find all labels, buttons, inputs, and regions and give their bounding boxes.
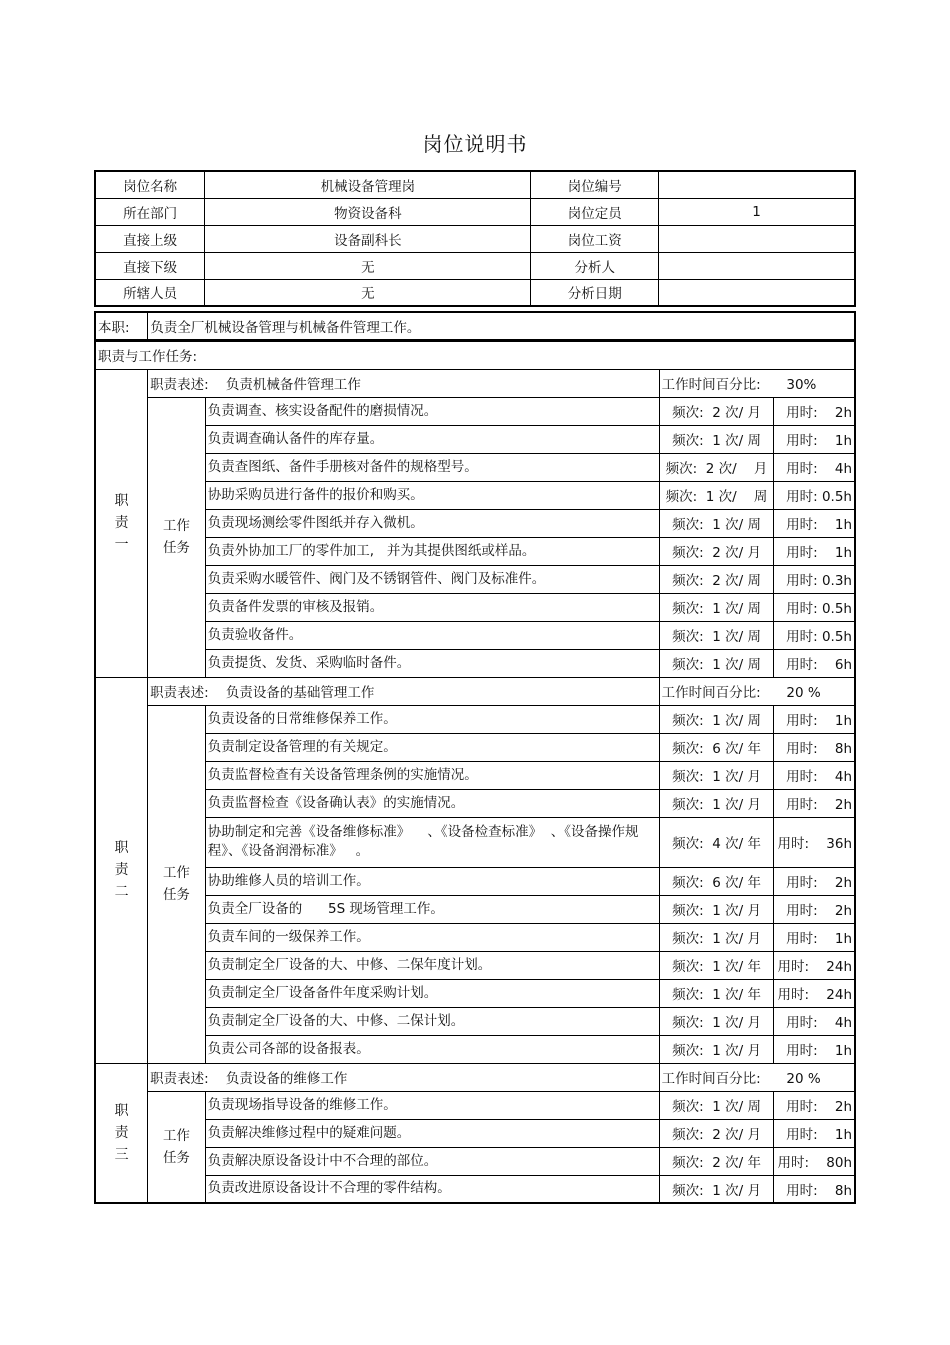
work-task-label: 工作 任务 (148, 397, 206, 677)
task-time: 用时: 1h (774, 425, 855, 453)
task-time: 用时: 8h (774, 733, 855, 761)
info-label: 分析人 (531, 252, 659, 279)
task-text: 负责设备的日常维修保养工作。 (205, 705, 659, 733)
task-text: 负责改进原设备设计不合理的零件结构。 (205, 1175, 659, 1203)
task-time: 用时: 0.5h (774, 481, 855, 509)
info-row (95, 279, 855, 306)
duty-desc-row (95, 1063, 855, 1091)
basic-info-table (94, 170, 856, 307)
task-row (95, 1091, 855, 1119)
task-frequency: 频次: 1 次/ 月 (659, 923, 774, 951)
task-text: 负责制定设备管理的有关规定。 (205, 733, 659, 761)
task-frequency: 频次: 1 次/ 年 (659, 979, 774, 1007)
info-value: 物资设备科 (205, 198, 531, 225)
task-row (95, 537, 855, 565)
task-row (95, 923, 855, 951)
task-text: 负责现场指导设备的维修工作。 (205, 1091, 659, 1119)
work-task-label: 工作 任务 (148, 1091, 206, 1203)
info-value: 1 (659, 198, 855, 225)
task-time: 用时: 0.5h (774, 621, 855, 649)
info-row (95, 171, 855, 198)
task-text: 协助维修人员的培训工作。 (205, 867, 659, 895)
info-label: 岗位编号 (531, 171, 659, 198)
task-text: 负责提货、发货、采购临时备件。 (205, 649, 659, 677)
info-label: 所在部门 (95, 198, 205, 225)
task-row (95, 761, 855, 789)
duty-desc-row (95, 369, 855, 397)
info-value (659, 225, 855, 252)
task-row (95, 951, 855, 979)
duty-description: 职责表述: 负责设备的基础管理工作 (148, 677, 659, 705)
task-frequency: 频次: 1 次/ 周 (659, 481, 774, 509)
task-text: 负责验收备件。 (205, 621, 659, 649)
task-text: 负责监督检查有关设备管理条例的实施情况。 (205, 761, 659, 789)
task-text: 负责采购水暖管件、阀门及不锈钢管件、阀门及标准件。 (205, 565, 659, 593)
task-text: 负责车间的一级保养工作。 (205, 923, 659, 951)
info-value: 无 (205, 279, 531, 306)
task-row (95, 593, 855, 621)
duty-time-percentage: 工作时间百分比: 20 % (659, 677, 855, 705)
duty-desc-row (95, 677, 855, 705)
task-row (95, 1175, 855, 1203)
task-row (95, 509, 855, 537)
task-text: 负责制定全厂设备的大、中修、二保年度计划。 (205, 951, 659, 979)
task-text: 负责解决原设备设计中不合理的部位。 (205, 1147, 659, 1175)
core-duty-label: 本职: (95, 312, 148, 340)
task-time: 用时: 4h (774, 761, 855, 789)
task-time: 用时: 0.5h (774, 593, 855, 621)
task-time: 用时: 2h (774, 789, 855, 817)
info-label: 直接上级 (95, 225, 205, 252)
task-time: 用时: 1h (774, 923, 855, 951)
task-frequency: 频次: 2 次/ 年 (659, 1147, 774, 1175)
task-row (95, 733, 855, 761)
task-frequency: 频次: 1 次/ 月 (659, 1007, 774, 1035)
task-time: 用时: 1h (774, 509, 855, 537)
task-frequency: 频次: 1 次/ 月 (659, 895, 774, 923)
info-row (95, 252, 855, 279)
task-row (95, 649, 855, 677)
info-label: 岗位定员 (531, 198, 659, 225)
task-frequency: 频次: 1 次/ 周 (659, 621, 774, 649)
task-row (95, 817, 855, 867)
task-time: 用时: 4h (774, 453, 855, 481)
task-time: 用时: 6h (774, 649, 855, 677)
task-time: 用时: 24h (774, 951, 855, 979)
task-frequency: 频次: 2 次/ 月 (659, 397, 774, 425)
core-duty-table (94, 311, 856, 341)
info-label: 所辖人员 (95, 279, 205, 306)
task-time: 用时: 2h (774, 895, 855, 923)
task-frequency: 频次: 1 次/ 周 (659, 705, 774, 733)
task-frequency: 频次: 1 次/ 周 (659, 593, 774, 621)
task-frequency: 频次: 2 次/ 月 (659, 537, 774, 565)
info-label: 岗位名称 (95, 171, 205, 198)
task-text: 负责监督检查《设备确认表》的实施情况。 (205, 789, 659, 817)
task-row (95, 1147, 855, 1175)
task-row (95, 1119, 855, 1147)
task-frequency: 频次: 1 次/ 周 (659, 649, 774, 677)
core-duty-text: 负责全厂机械设备管理与机械备件管理工作。 (148, 312, 855, 340)
task-time: 用时: 1h (774, 1035, 855, 1063)
duty-time-percentage: 工作时间百分比: 20 % (659, 1063, 855, 1091)
task-time: 用时: 8h (774, 1175, 855, 1203)
duty-time-percentage: 工作时间百分比: 30% (659, 369, 855, 397)
task-time: 用时: 80h (774, 1147, 855, 1175)
task-text: 负责备件发票的审核及报销。 (205, 593, 659, 621)
duty-description: 职责表述: 负责设备的维修工作 (148, 1063, 659, 1091)
task-text: 协助采购员进行备件的报价和购买。 (205, 481, 659, 509)
duties-header: 职责与工作任务: (95, 341, 855, 369)
work-task-label: 工作 任务 (148, 705, 206, 1063)
task-row (95, 565, 855, 593)
info-value (659, 171, 855, 198)
task-frequency: 频次: 6 次/ 年 (659, 867, 774, 895)
task-row (95, 1007, 855, 1035)
duty-name: 职 责 二 (95, 677, 148, 1063)
task-row (95, 789, 855, 817)
task-row (95, 895, 855, 923)
task-text: 负责现场测绘零件图纸并存入微机。 (205, 509, 659, 537)
page-title: 岗位说明书 (422, 132, 528, 156)
task-text: 负责制定全厂设备的大、中修、二保计划。 (205, 1007, 659, 1035)
task-row (95, 621, 855, 649)
task-frequency: 频次: 1 次/ 月 (659, 789, 774, 817)
task-row (95, 397, 855, 425)
task-text: 负责查图纸、备件手册核对备件的规格型号。 (205, 453, 659, 481)
duty-name: 职 责 三 (95, 1063, 148, 1203)
task-frequency: 频次: 1 次/ 周 (659, 1091, 774, 1119)
info-value (659, 279, 855, 306)
task-text: 负责调查、核实设备配件的磨损情况。 (205, 397, 659, 425)
task-time: 用时: 4h (774, 1007, 855, 1035)
info-value: 机械设备管理岗 (205, 171, 531, 198)
task-time: 用时: 2h (774, 1091, 855, 1119)
task-text: 协助制定和完善《设备维修标准》 、《设备检查标准》 、《设备操作规程》、《设备润滑标准》 。 (205, 817, 659, 867)
task-frequency: 频次: 2 次/ 月 (659, 453, 774, 481)
task-text: 负责制定全厂设备备件年度采购计划。 (205, 979, 659, 1007)
task-row (95, 979, 855, 1007)
info-row (95, 225, 855, 252)
task-frequency: 频次: 1 次/ 月 (659, 761, 774, 789)
info-label: 分析日期 (531, 279, 659, 306)
info-label: 岗位工资 (531, 225, 659, 252)
info-value: 设备副科长 (205, 225, 531, 252)
task-frequency: 频次: 1 次/ 周 (659, 509, 774, 537)
task-time: 用时: 2h (774, 867, 855, 895)
task-frequency: 频次: 1 次/ 年 (659, 951, 774, 979)
task-frequency: 频次: 1 次/ 周 (659, 425, 774, 453)
task-row (95, 425, 855, 453)
info-label: 直接下级 (95, 252, 205, 279)
task-frequency: 频次: 1 次/ 月 (659, 1175, 774, 1203)
task-row (95, 453, 855, 481)
info-value: 无 (205, 252, 531, 279)
duty-name: 职 责 一 (95, 369, 148, 677)
task-time: 用时: 0.3h (774, 565, 855, 593)
task-frequency: 频次: 2 次/ 周 (659, 565, 774, 593)
task-frequency: 频次: 1 次/ 月 (659, 1035, 774, 1063)
task-time: 用时: 2h (774, 397, 855, 425)
info-value (659, 252, 855, 279)
task-row (95, 867, 855, 895)
task-row (95, 1035, 855, 1063)
task-frequency: 频次: 6 次/ 年 (659, 733, 774, 761)
task-time: 用时: 24h (774, 979, 855, 1007)
task-frequency: 频次: 2 次/ 月 (659, 1119, 774, 1147)
duties-table (94, 340, 856, 1204)
task-time: 用时: 1h (774, 1119, 855, 1147)
task-row (95, 705, 855, 733)
task-text: 负责外协加工厂的零件加工, 并为其提供图纸或样品。 (205, 537, 659, 565)
task-row (95, 481, 855, 509)
task-frequency: 频次: 4 次/ 年 (659, 817, 774, 867)
task-text: 负责公司各部的设备报表。 (205, 1035, 659, 1063)
task-time: 用时: 36h (774, 817, 855, 867)
task-text: 负责全厂设备的 5S 现场管理工作。 (205, 895, 659, 923)
task-text: 负责解决维修过程中的疑难问题。 (205, 1119, 659, 1147)
task-text: 负责调查确认备件的库存量。 (205, 425, 659, 453)
duty-description: 职责表述: 负责机械备件管理工作 (148, 369, 659, 397)
task-time: 用时: 1h (774, 537, 855, 565)
task-time: 用时: 1h (774, 705, 855, 733)
info-row (95, 198, 855, 225)
